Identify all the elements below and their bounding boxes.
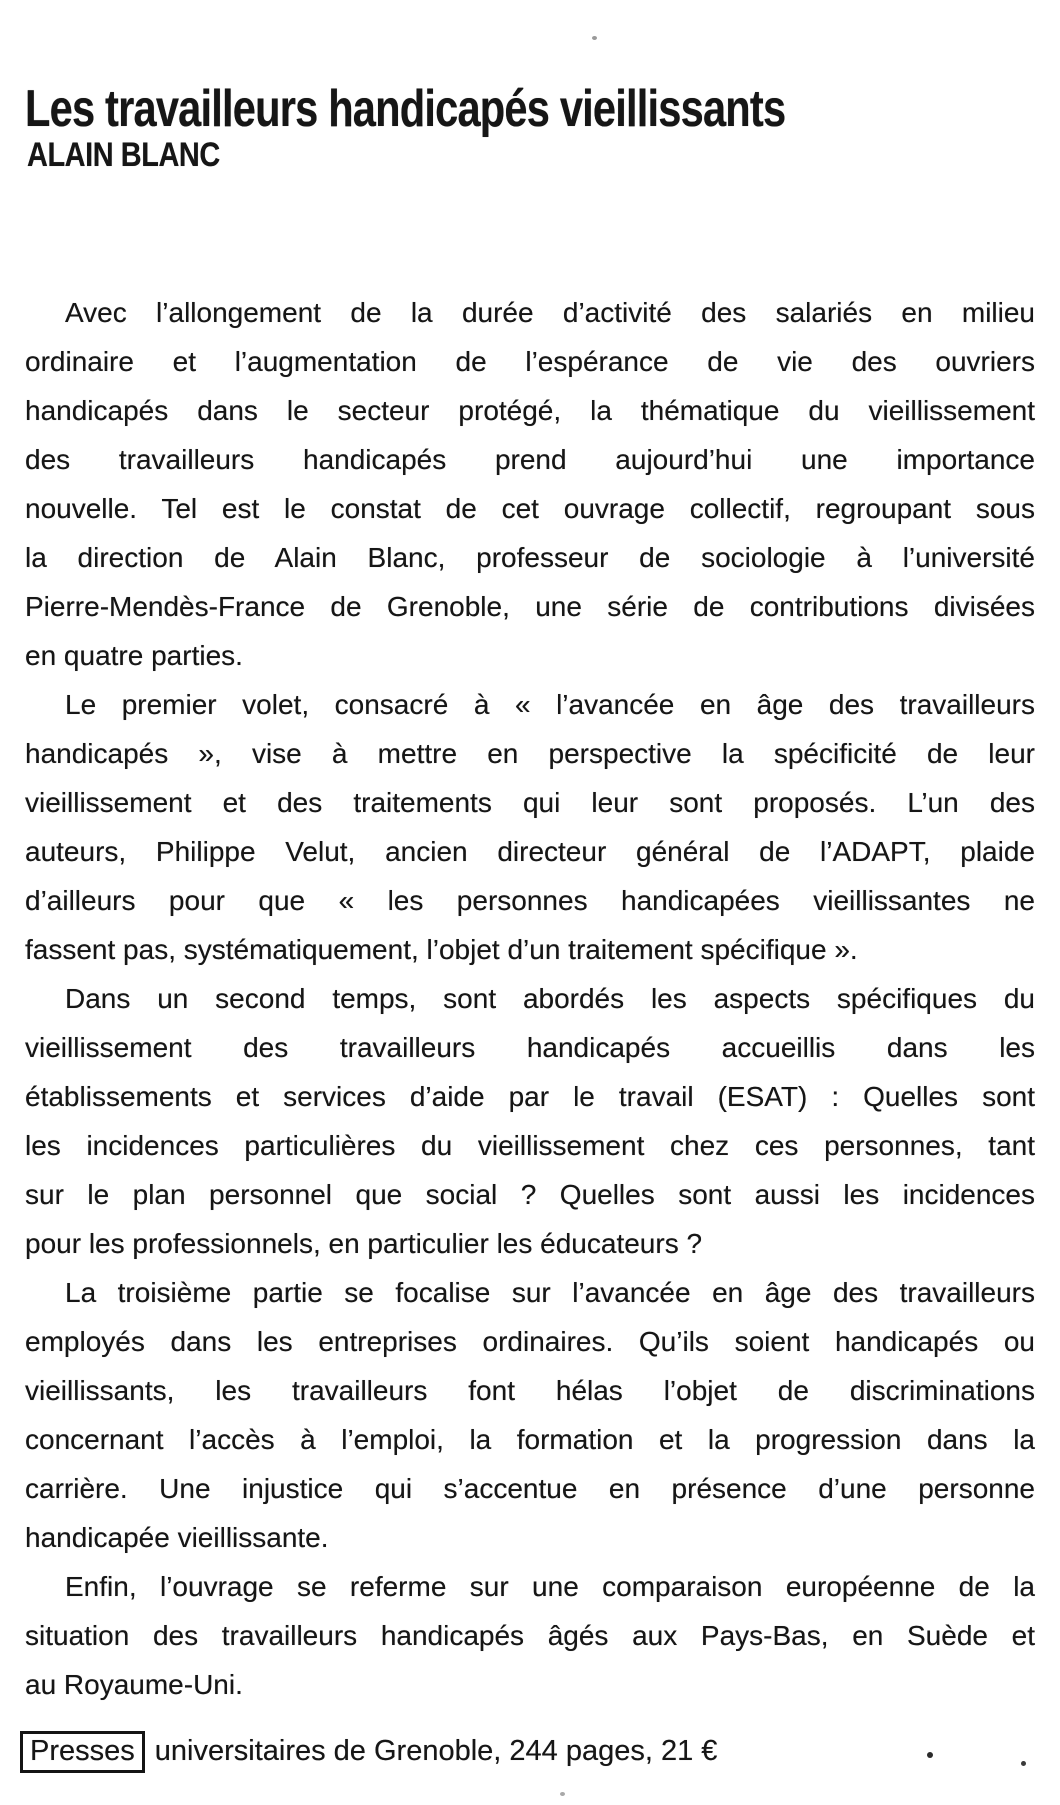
body-line: des travailleurs handicapés prend aujourd’hui une importance [25,444,1035,475]
publisher-line [20,1730,1040,1773]
body-line: les incidences particulières du vieillissement chez ces personnes, tant [25,1130,1035,1161]
scan-speck [592,36,597,40]
body-line: pour les professionnels, en particulier les éducateurs ? [25,1228,703,1259]
body-line: handicapés dans le secteur protégé, la thématique du vieillissement [25,395,1035,426]
body-line: auteurs, Philippe Velut, ancien directeur général de l’ADAPT, plaide [25,836,1035,867]
body-line: concernant l’accès à l’emploi, la formation et la progression dans la [25,1424,1035,1455]
publisher-text: universitaires de Grenoble, 244 pages, 21 € [154,1735,718,1767]
article-author: ALAIN BLANC [27,136,220,174]
body-line: Enfin, l’ouvrage se referme sur une comparaison européenne de la [65,1571,1035,1602]
scan-speck [560,1792,565,1796]
body-line: employés dans les entreprises ordinaires. Qu’ils soient handicapés ou [25,1326,1035,1357]
article-body [25,288,1035,1709]
body-line: la direction de Alain Blanc, professeur de sociologie à l’université [25,542,1035,573]
article-title: Les travailleurs handicapés vieillissants [25,79,786,138]
body-line: Dans un second temps, sont abordés les aspects spécifiques du [65,983,1035,1014]
body-line: fassent pas, systématiquement, l’objet d’un traitement spécifique ». [25,934,858,965]
body-line: d’ailleurs pour que « les personnes handicapées vieillissantes ne [25,885,1035,916]
body-line: handicapée vieillissante. [25,1522,329,1553]
body-line: vieillissement et des traitements qui leur sont proposés. L’un des [25,787,1035,818]
body-line: vieillissants, les travailleurs font hélas l’objet de discriminations [25,1375,1035,1406]
scan-speck [927,1752,933,1758]
body-line: au Royaume-Uni. [25,1669,243,1700]
body-line: La troisième partie se focalise sur l’avancée en âge des travailleurs [65,1277,1035,1308]
body-line: vieillissement des travailleurs handicapés accueillis dans les [25,1032,1035,1063]
body-line: Le premier volet, consacré à « l’avancée en âge des travailleurs [65,689,1035,720]
scan-speck [1021,1761,1026,1766]
body-line: Pierre-Mendès-France de Grenoble, une série de contributions divisées [25,591,1035,622]
publisher-boxed-word: Presses [20,1731,145,1773]
body-line: Avec l’allongement de la durée d’activité des salariés en milieu [65,297,1035,328]
body-line: sur le plan personnel que social ? Quelles sont aussi les incidences [25,1179,1035,1210]
body-line: en quatre parties. [25,640,243,671]
body-line: établissements et services d’aide par le travail (ESAT) : Quelles sont [25,1081,1035,1112]
body-line: ordinaire et l’augmentation de l’espérance de vie des ouvriers [25,346,1035,377]
body-line: handicapés », vise à mettre en perspective la spécificité de leur [25,738,1035,769]
body-line: carrière. Une injustice qui s’accentue en présence d’une personne [25,1473,1035,1504]
body-line: nouvelle. Tel est le constat de cet ouvrage collectif, regroupant sous [25,493,1035,524]
body-line: situation des travailleurs handicapés âgés aux Pays-Bas, en Suède et [25,1620,1035,1651]
